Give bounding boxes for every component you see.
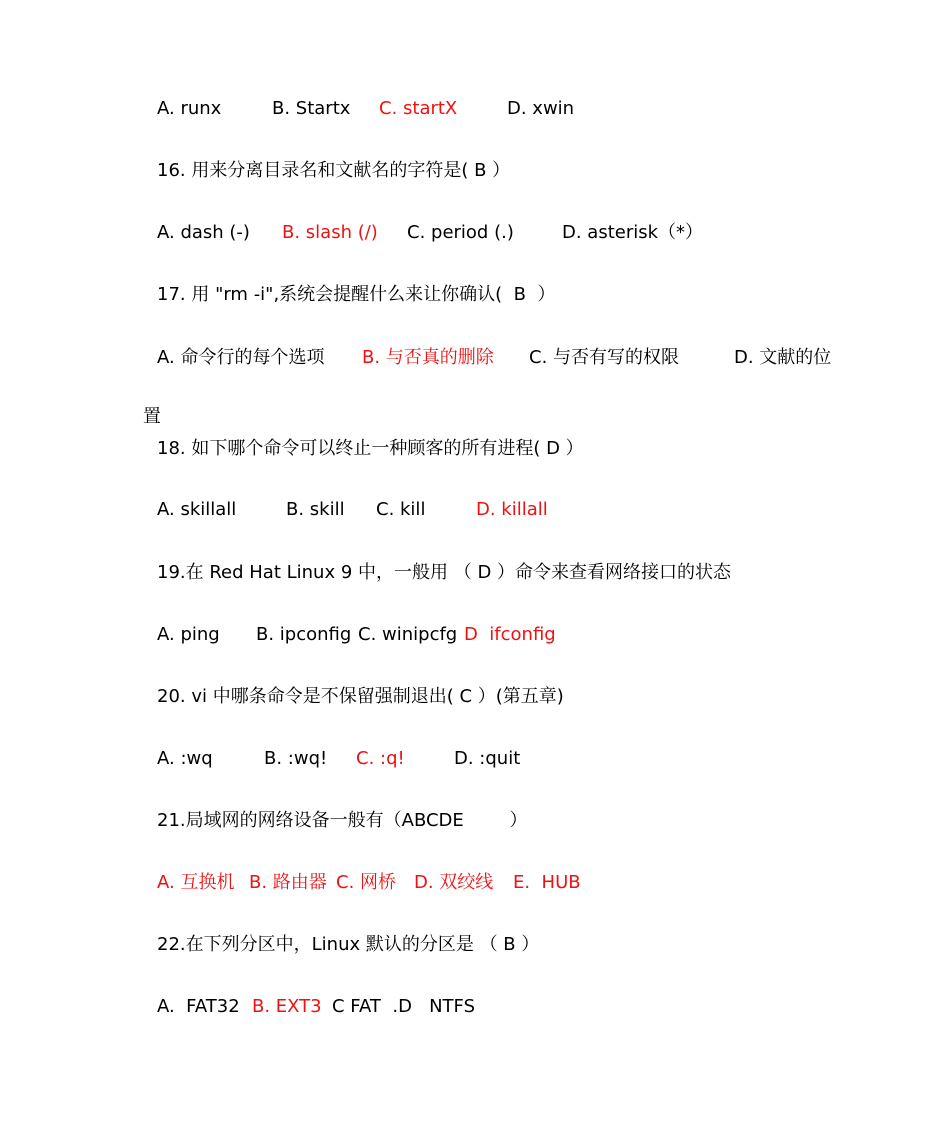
option-c-answer: C. :q! [356, 748, 405, 769]
options-line-q17 [157, 343, 832, 373]
option-a-answer: A. 互换机 [157, 872, 235, 893]
question-text: 19.在 Red Hat Linux 9 中，一般用 （ D ）命令来查看网络接口的状态 [157, 562, 732, 583]
question-16 [157, 156, 511, 186]
option-b-answer: B. EXT3 [252, 996, 322, 1017]
option-c-d: C FAT .D NTFS [332, 996, 476, 1017]
option-a: A. FAT32 [157, 996, 240, 1017]
question-text: 16. 用来分离目录名和文献名的字符是( B ） [157, 160, 511, 181]
options-line-q21 [157, 868, 581, 898]
options-line-q15 [157, 94, 575, 124]
option-a: A. skillall [157, 499, 237, 520]
option-c: C. 与否有写的权限 [529, 347, 680, 368]
options-line-q19 [157, 620, 556, 650]
options-line-q18 [157, 495, 548, 525]
question-18 [157, 434, 584, 464]
option-b: B. Startx [272, 98, 351, 119]
option-d-continuation [120, 372, 161, 427]
question-17 [157, 280, 556, 310]
option-c: C. kill [376, 499, 426, 520]
question-text: 21.局域网的网络设备一般有（ABCDE ） [157, 810, 528, 831]
question-20 [157, 682, 564, 712]
question-19 [157, 558, 732, 588]
options-line-q16 [157, 218, 704, 248]
option-c-answer: C. startX [379, 98, 458, 119]
option-a: A. dash (-) [157, 222, 250, 243]
option-b: B. :wq! [264, 748, 328, 769]
question-21 [157, 806, 528, 836]
option-b: B. ipconfig [256, 624, 352, 645]
option-b-answer: B. 与否真的删除 [362, 347, 494, 368]
options-line-q20 [157, 744, 521, 774]
question-text: 18. 如下哪个命令可以终止一种顾客的所有进程( D ） [157, 438, 584, 459]
options-line-q22 [157, 992, 476, 1022]
option-b-answer: B. 路由器 [249, 872, 327, 893]
option-a: A. 命令行的每个选项 [157, 347, 325, 368]
option-d: D. 文献的位 [734, 347, 832, 368]
question-text: 17. 用 "rm -i",系统会提醒什么来让你确认( B ） [157, 284, 556, 305]
option-c: C. winipcfg [358, 624, 458, 645]
option-c-answer: C. 网桥 [336, 872, 397, 893]
option-a: A. :wq [157, 748, 213, 769]
option-c: C. period (.) [407, 222, 514, 243]
option-d: D. :quit [454, 748, 521, 769]
continuation-text: 置 [142, 406, 161, 427]
question-text: 22.在下列分区中，Linux 默认的分区是 （ B ） [157, 934, 540, 955]
option-b-answer: B. slash (/) [282, 222, 378, 243]
option-b: B. skill [286, 499, 345, 520]
option-a: A. ping [157, 624, 220, 645]
option-d-answer: D. killall [476, 499, 548, 520]
option-e-answer: E. HUB [513, 872, 581, 893]
option-d-answer: D. 双绞线 [414, 872, 494, 893]
option-d: D. asterisk（*） [562, 222, 704, 243]
option-d-answer: D ifconfig [464, 624, 556, 645]
question-text: 20. vi 中哪条命令是不保留强制退出( C ）(第五章) [157, 686, 564, 707]
option-a: A. runx [157, 98, 222, 119]
question-22 [157, 930, 540, 960]
option-d: D. xwin [507, 98, 575, 119]
